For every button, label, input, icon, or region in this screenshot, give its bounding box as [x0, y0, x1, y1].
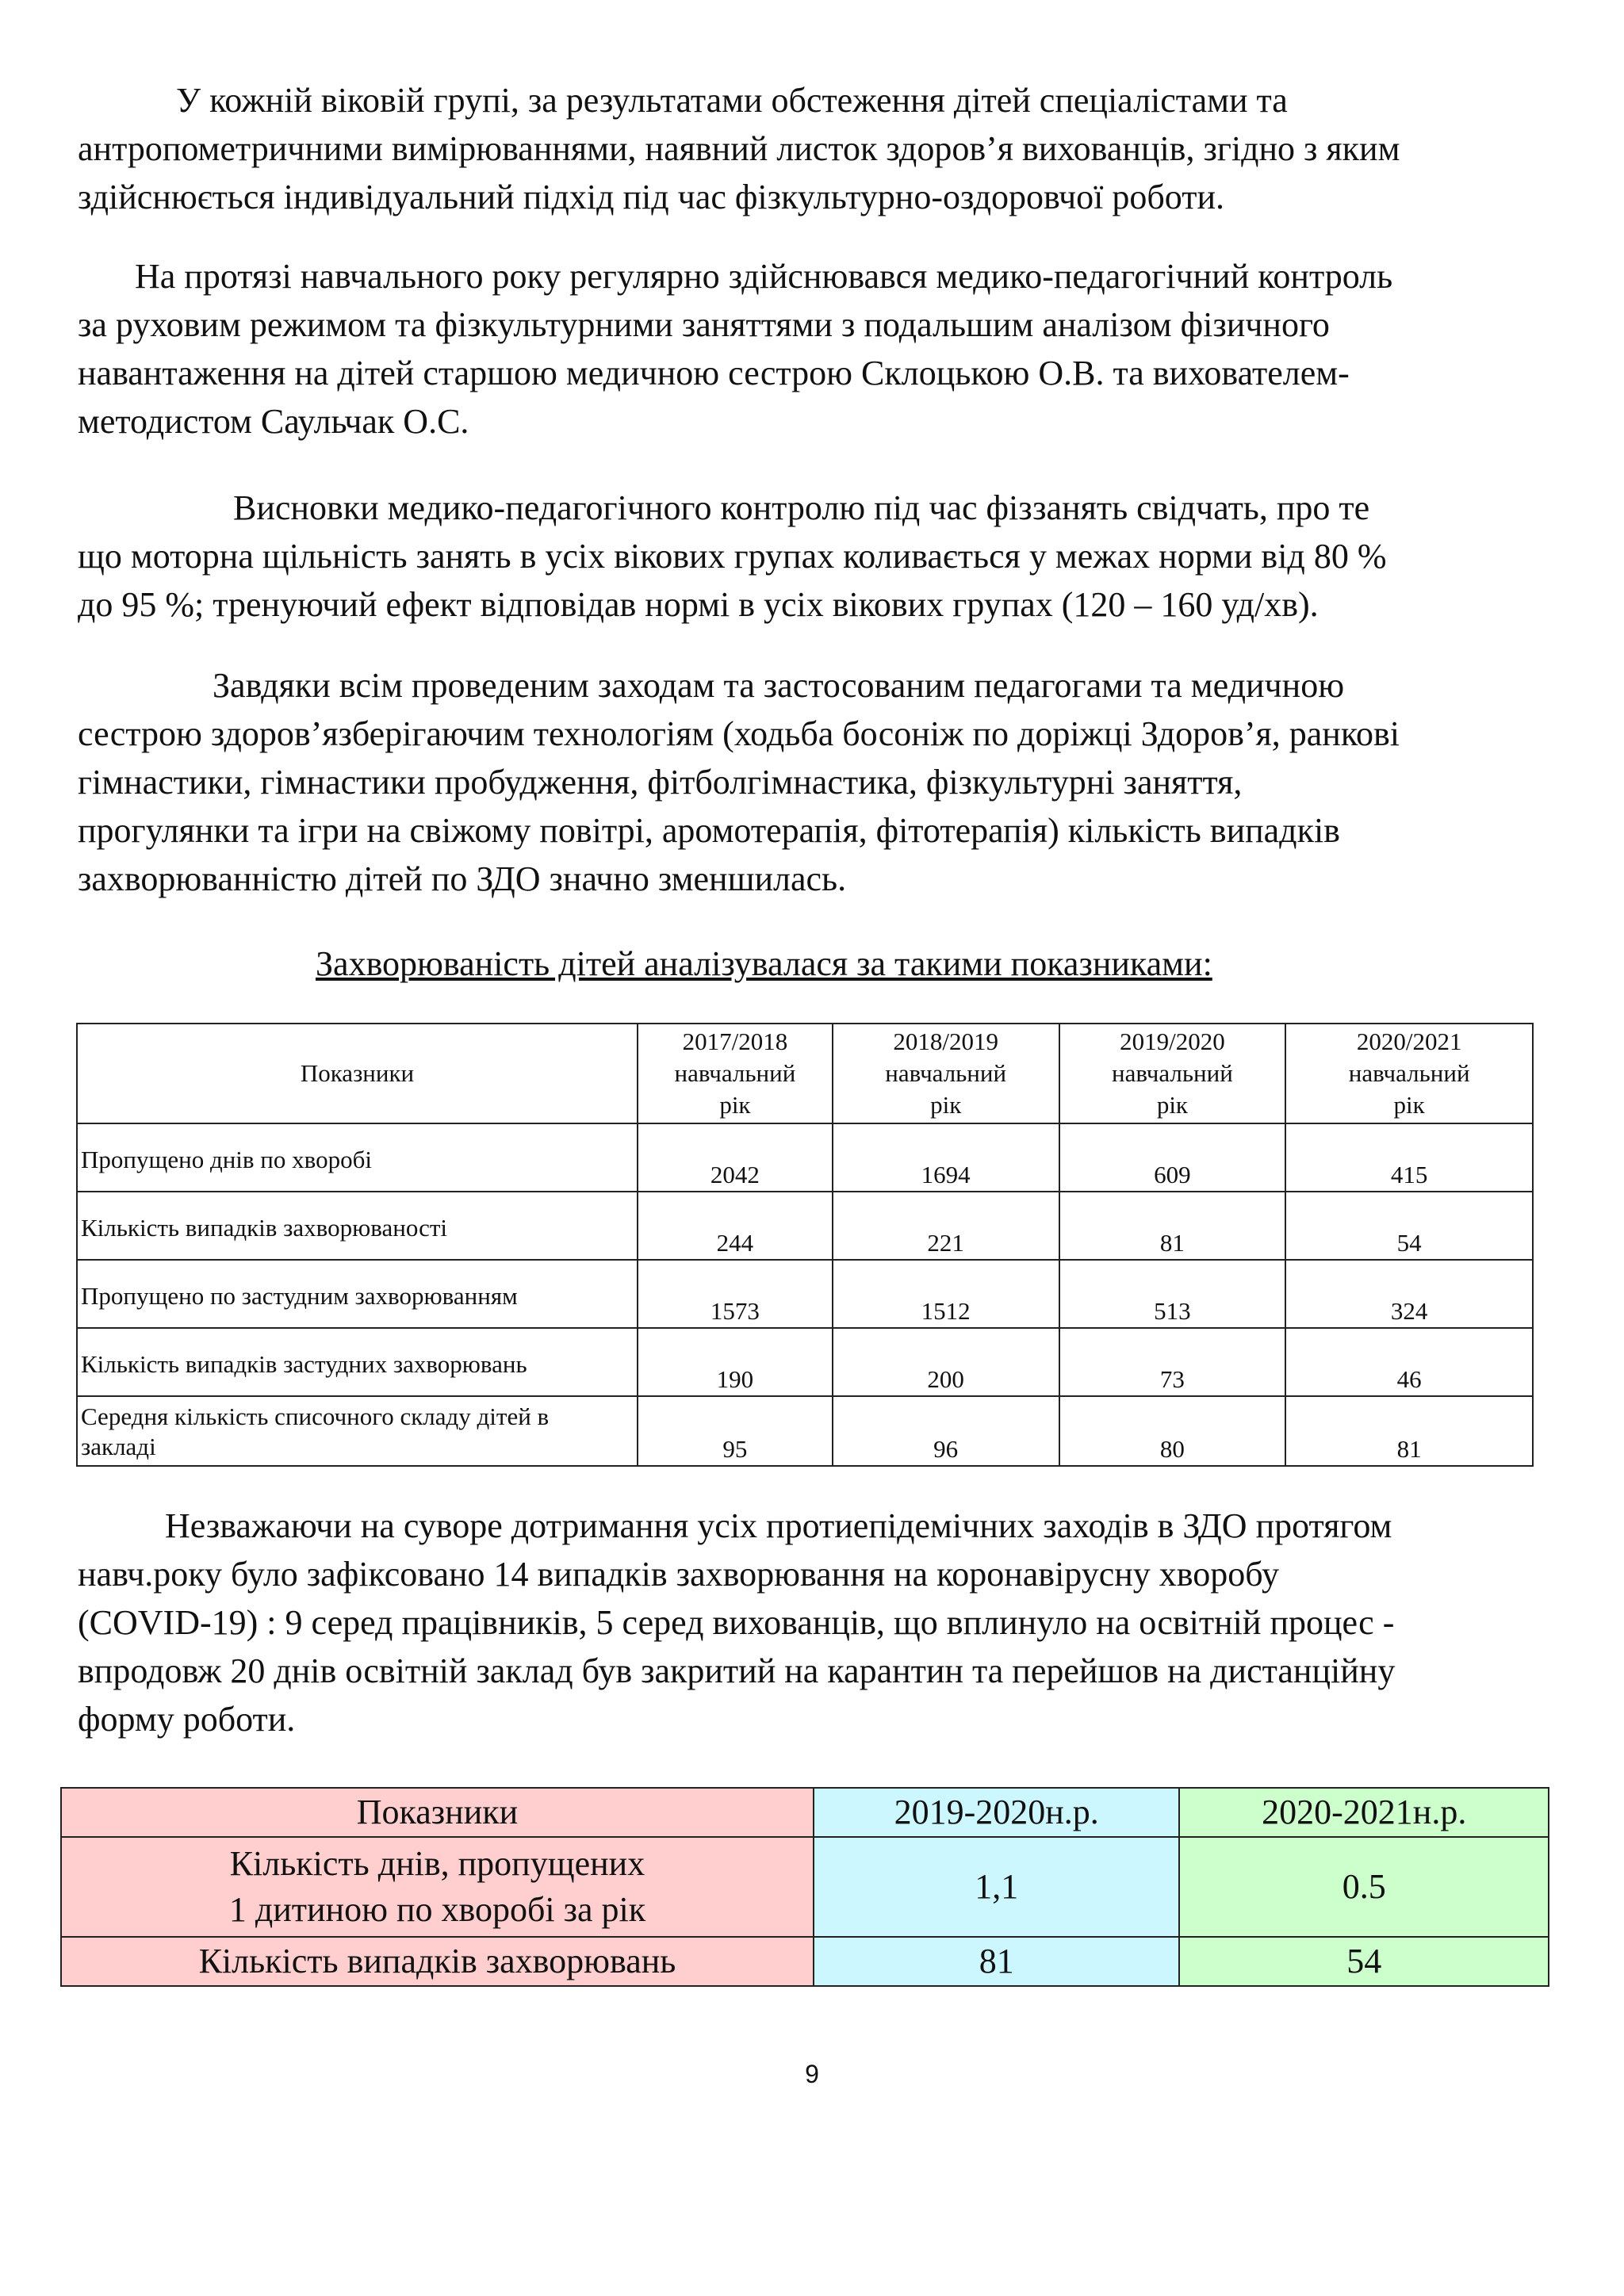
- cell-value: 609: [1059, 1123, 1286, 1192]
- cell-value: 95: [638, 1396, 833, 1466]
- cell-value: 54: [1285, 1192, 1533, 1260]
- cell-value: 46: [1285, 1328, 1533, 1396]
- text-line: навч.року було зафіксовано 14 випадків захворювання на коронавірусну хворобу: [78, 1555, 1279, 1594]
- text-line: захворюванністю дітей по ЗДО значно зменшилась.: [78, 859, 847, 898]
- header-indicators: Показники: [61, 1788, 814, 1837]
- text-line: за руховим режимом та фізкультурними заняттями з подальшим аналізом фізичного: [78, 305, 1330, 344]
- paragraph-5: [78, 1502, 1545, 1743]
- cell-value: 1,1: [814, 1837, 1180, 1937]
- text-line: до 95 %; тренуючий ефект відповідав нормі в усіх вікових групах (120 – 160 уд/хв).: [78, 585, 1319, 624]
- header-year: 2017/2018 навчальний рік: [638, 1024, 833, 1123]
- table-header-row: [77, 1024, 1533, 1123]
- cell-value: 415: [1285, 1123, 1533, 1192]
- paragraph-4: [78, 661, 1545, 903]
- row-label: Пропущено днів по хворобі: [77, 1123, 638, 1192]
- text-line: На протязі навчального року регулярно здійснювався медико-педагогічний контроль: [135, 257, 1393, 296]
- row-label: Пропущено по застудним захворюванням: [77, 1260, 638, 1328]
- cell-value: 96: [833, 1396, 1059, 1466]
- table-row: [77, 1260, 1533, 1328]
- cell-value: 1512: [833, 1260, 1059, 1328]
- paragraph-3: [78, 484, 1545, 629]
- text-line: сестрою здоров’язберігаючим технологіям (ходьба босоніж по доріжці Здоров’я, ранкові: [78, 714, 1400, 753]
- paragraph-2: [78, 252, 1545, 446]
- text-line: гімнастики, гімнастики пробудження, фітболгімнастика, фізкультурні заняття,: [78, 763, 1243, 802]
- cell-value: 80: [1059, 1396, 1286, 1466]
- table-row: [77, 1123, 1533, 1192]
- cell-value: 1573: [638, 1260, 833, 1328]
- page-number: 9: [805, 2060, 819, 2088]
- text-line: впродовж 20 днів освітній заклад був закритий на карантин та перейшов на дистанційну: [78, 1651, 1396, 1690]
- cell-value: 81: [814, 1937, 1180, 1986]
- header-year: 2020-2021н.р.: [1179, 1788, 1549, 1837]
- header-indicators: Показники: [77, 1024, 638, 1123]
- table-row: [77, 1396, 1533, 1466]
- cell-value: 513: [1059, 1260, 1286, 1328]
- row-label: Кількість випадків захворюваності: [77, 1192, 638, 1260]
- summary-table: [60, 1787, 1549, 1987]
- cell-value: 81: [1059, 1192, 1286, 1260]
- header-year: 2019/2020 навчальний рік: [1059, 1024, 1286, 1123]
- text-line: антропометричними вимірюваннями, наявний листок здоров’я вихованців, згідно з яким: [78, 129, 1400, 168]
- text-line: У кожній віковій групі, за результатами обстеження дітей спеціалістами та: [176, 81, 1288, 120]
- row-label: Середня кількість списочного складу дітей в закладі: [77, 1396, 638, 1466]
- paragraph-1: [78, 76, 1545, 221]
- row-label: Кількість випадків застудних захворювань: [77, 1328, 638, 1396]
- text-line: прогулянки та ігри на свіжому повітрі, аромотерапія, фітотерапія) кількість випадків: [78, 811, 1340, 850]
- cell-value: 0.5: [1179, 1837, 1549, 1937]
- table-header-row: [61, 1788, 1549, 1837]
- cell-value: 1694: [833, 1123, 1059, 1192]
- text-line: форму роботи.: [78, 1700, 296, 1739]
- table-row: [77, 1328, 1533, 1396]
- header-year: 2018/2019 навчальний рік: [833, 1024, 1059, 1123]
- text-line: Незважаючи на суворе дотримання усіх протиепідемічних заходів в ЗДО протягом: [165, 1506, 1392, 1545]
- table-caption: Захворюваність дітей аналізувалася за такими показниками:: [316, 944, 1212, 983]
- row-label: Кількість випадків захворювань: [61, 1937, 814, 1986]
- text-line: (COVID-19) : 9 серед працівників, 5 серед вихованців, що вплинуло на освітній процес -: [78, 1603, 1395, 1642]
- cell-value: 2042: [638, 1123, 833, 1192]
- text-line: Завдяки всім проведеним заходам та застосованим педагогами та медичною: [213, 666, 1345, 705]
- cell-value: 54: [1179, 1937, 1549, 1986]
- row-label: Кількість днів, пропущених 1 дитиною по хворобі за рік: [61, 1837, 814, 1937]
- header-year: 2019-2020н.р.: [814, 1788, 1180, 1837]
- cell-value: 221: [833, 1192, 1059, 1260]
- text-line: що моторна щільність занять в усіх вікових групах коливається у межах норми від 80 %: [78, 537, 1387, 576]
- cell-value: 81: [1285, 1396, 1533, 1466]
- cell-value: 324: [1285, 1260, 1533, 1328]
- cell-value: 73: [1059, 1328, 1286, 1396]
- cell-value: 200: [833, 1328, 1059, 1396]
- text-line: Висновки медико-педагогічного контролю під час фіззанять свідчать, про те: [233, 488, 1370, 527]
- table-row: [61, 1937, 1549, 1986]
- header-year: 2020/2021 навчальний рік: [1285, 1024, 1533, 1123]
- cell-value: 190: [638, 1328, 833, 1396]
- cell-value: 244: [638, 1192, 833, 1260]
- text-line: здійснюється індивідуальний підхід під час фізкультурно-оздоровчої роботи.: [78, 178, 1224, 216]
- morbidity-table: [76, 1023, 1534, 1467]
- table-row: [77, 1192, 1533, 1260]
- table-row: [61, 1837, 1549, 1937]
- text-line: навантаження на дітей старшою медичною сестрою Склоцькою О.В. та вихователем-: [78, 354, 1350, 392]
- text-line: методистом Саульчак О.С.: [78, 402, 469, 441]
